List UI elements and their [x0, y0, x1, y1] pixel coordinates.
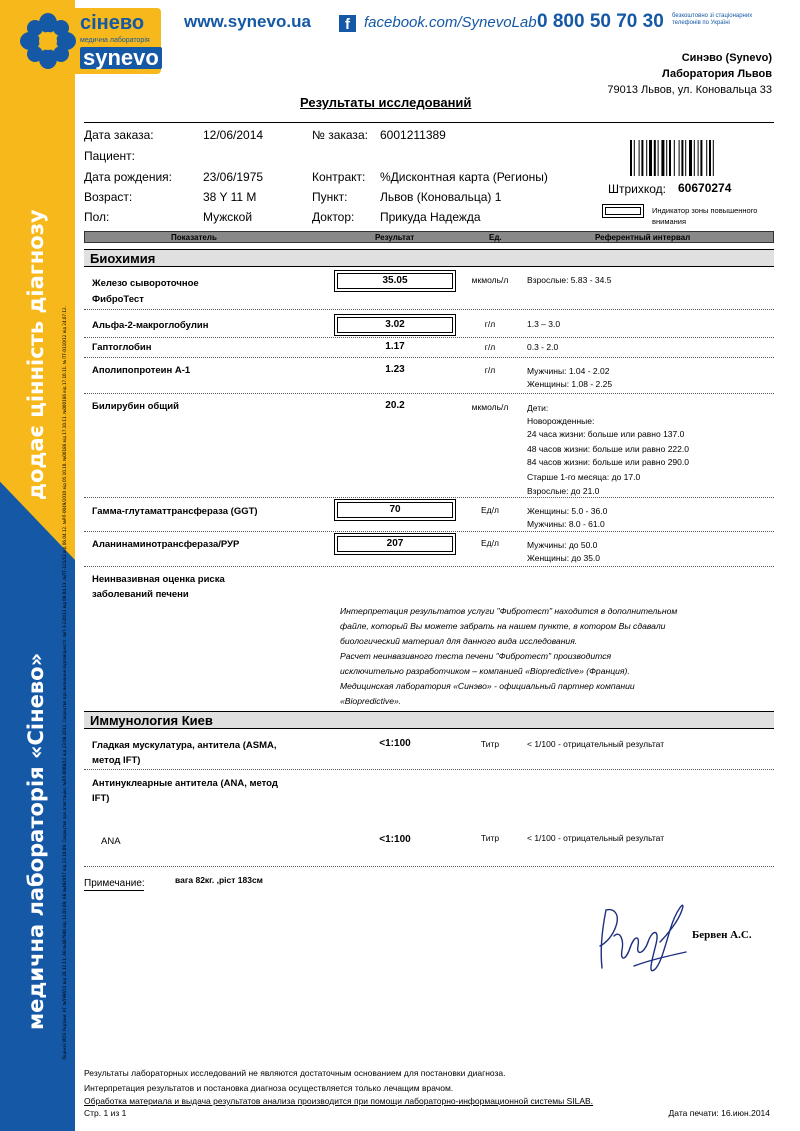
- slogan-bottom: медична лабораторія «Сінево»: [24, 652, 48, 1030]
- age-label: Возраст:: [84, 190, 133, 204]
- footer-disclaimer-1: Результаты лабораторных исследований не являются достаточным основанием для постановки диагноза.: [84, 1068, 506, 1078]
- patient-label: Пациент:: [84, 149, 136, 163]
- section-biochemistry: [84, 249, 774, 267]
- contract: %Дисконтная карта (Регионы): [380, 170, 548, 184]
- interpretation-line: Интерпретация результатов услуги "Фибротест" находится в дополнительном: [340, 606, 678, 616]
- sex-label: Пол:: [84, 210, 110, 224]
- website-link[interactable]: www.synevo.ua: [184, 12, 311, 31]
- signer-name: Бервен А.С.: [692, 929, 752, 941]
- ref-bilirubin-line: Старше 1-го месяца: до 17.0: [527, 472, 641, 482]
- interpretation-line: исключительно разработчиком – компанией «Biopredictive» (Франция).: [340, 666, 630, 676]
- point-label: Пункт:: [312, 190, 348, 204]
- footer-disclaimer-2: Интерпретация результатов и постановка диагноза осуществляется только лечащим врачом.: [84, 1083, 454, 1093]
- document-title: Результаты исследований: [300, 95, 472, 110]
- ref-a2m: 1.3 – 3.0: [527, 319, 561, 329]
- result-a2m: 3.02: [334, 314, 456, 336]
- row-divider: [84, 497, 774, 498]
- interpretation-line: Расчет неинвазивного теста печени "Фибротест" производится: [340, 651, 612, 661]
- barcode-label: Штрихкод:: [608, 182, 667, 196]
- facebook-icon: f: [339, 15, 356, 32]
- order-no: 6001211389: [380, 128, 446, 142]
- order-no-label: № заказа:: [312, 128, 368, 142]
- attention-indicator-label: Индикатор зоны повышенного внимания: [652, 206, 758, 226]
- ref-alt-women: Женщины: до 35.0: [527, 553, 601, 563]
- interpretation-line: Медицинская лаборатория «Синэво» - официальный партнер компании: [340, 681, 635, 691]
- sex: Мужской: [203, 210, 253, 224]
- result-iron: 35.05: [334, 270, 456, 292]
- ref-ana: < 1/100 - отрицательный результат: [527, 833, 665, 843]
- test-name-asma: Гладкая мускулатура, антитела (ASMA,: [92, 740, 277, 751]
- test-name-risk-2: заболеваний печени: [92, 589, 189, 600]
- test-name-ana: ANA: [101, 836, 121, 847]
- handwritten-signature: [590, 890, 690, 980]
- row-divider: [84, 309, 774, 310]
- fibrotest-interpretation: [340, 604, 760, 709]
- lab-branch: Лаборатория Львов: [662, 68, 772, 80]
- unit-haptoglobin: г/л: [484, 342, 496, 352]
- synevo-logo: [16, 8, 161, 74]
- barcode-value: 60670274: [678, 181, 732, 195]
- print-date: Дата печати: 16.июн.2014: [668, 1108, 770, 1118]
- unit-alt: Ед/л: [481, 538, 499, 548]
- result-haptoglobin: 1.17: [385, 341, 405, 352]
- divider: [84, 122, 774, 123]
- ref-bilirubin-line: 48 часов жизни: больше или равно 222.0: [527, 444, 689, 454]
- section-title: Иммунология Киев: [90, 713, 213, 728]
- flower-logo-icon: [19, 12, 77, 70]
- doctor-label: Доктор:: [312, 210, 355, 224]
- col-unit: Ед.: [489, 233, 502, 242]
- ref-iron: Взрослые: 5.83 - 34.5: [527, 275, 612, 285]
- logo-latin: synevo: [80, 47, 162, 69]
- barcode-image: [630, 140, 746, 176]
- result-alt: 207: [334, 533, 456, 555]
- ref-ggt-men: Мужчины: 8.0 - 61.0: [527, 519, 605, 529]
- unit-apoa1: г/л: [484, 365, 496, 375]
- point: Львов (Коновальца) 1: [380, 190, 502, 204]
- col-result: Результат: [375, 233, 415, 242]
- unit-asma: Титр: [480, 739, 500, 749]
- interpretation-line: биологический материал для данного вида исследования.: [340, 636, 578, 646]
- ref-bilirubin-line: 24 часа жизни: больше или равно 137.0: [527, 429, 685, 439]
- row-divider: [84, 566, 774, 567]
- test-name-bilirubin: Билирубин общий: [92, 401, 179, 412]
- row-divider: [84, 357, 774, 358]
- logo-subtitle: медична лабораторія: [80, 37, 150, 44]
- row-divider: [84, 866, 774, 867]
- facebook-link[interactable]: facebook.com/SynevoLab: [364, 14, 537, 31]
- ref-asma: < 1/100 - отрицательный результат: [527, 739, 665, 749]
- unit-ana: Титр: [480, 833, 500, 843]
- row-divider: [84, 769, 774, 770]
- page-number: Стр. 1 из 1: [84, 1108, 127, 1118]
- row-divider: [84, 393, 774, 394]
- interpretation-line: «Biopredictive».: [340, 696, 402, 706]
- col-param: Показатель: [171, 233, 217, 242]
- note-label: Примечание:: [84, 878, 145, 889]
- table-header: [84, 231, 774, 243]
- test-group-ana-2: IFT): [92, 793, 110, 804]
- result-apoa1: 1.23: [385, 364, 405, 375]
- ref-alt-men: Мужчины: до 50.0: [527, 540, 598, 550]
- contract-label: Контракт:: [312, 170, 366, 184]
- divider: [84, 890, 144, 891]
- footer-disclaimer-3: Обработка материала и выдача результатов анализа производится при помощи лабораторно-информационной системы SILAB.: [84, 1096, 594, 1106]
- ref-bilirubin-line: Новорожденные:: [527, 416, 595, 426]
- test-name-risk: Неинвазивная оценка риска: [92, 574, 225, 585]
- test-name-alt: Аланинаминотрансфераза/РУР: [92, 539, 240, 550]
- test-name-asma-2: метод IFT): [92, 755, 141, 766]
- unit-iron: мкмоль/л: [471, 275, 509, 285]
- ref-haptoglobin: 0.3 - 2.0: [527, 342, 559, 352]
- result-ggt: 70: [334, 499, 456, 521]
- attention-indicator-box: [602, 204, 644, 218]
- interpretation-line: файле, который Вы можете забрать на нашем пункте, в котором Вы сдавали: [340, 621, 666, 631]
- section-title: Биохимия: [90, 251, 156, 266]
- ref-bilirubin-line: Взрослые: до 21.0: [527, 486, 600, 496]
- ref-ggt-women: Женщины: 5.0 - 36.0: [527, 506, 608, 516]
- order-date-label: Дата заказа:: [84, 128, 154, 142]
- license-text: Ліцензії МОЗ України: АГ №599651 від 26.12.11; АВ №487946 від 12.03.09; АВ №492957 від 23.10.09. Свідоцтво про атестацію: №РЛ-0008/12 від 23.08.2012. Свідоцтво про визнання відповідності: №П-1-220/13 від 09.04.13. №ПТ-121/12 від 06.04.12. №РЛ-0049/2010 від 05.10.10. №00186 від 17.10.11. №000186 від 17.10.11. № ПТ-0110/12 від 24.07.12.: [62, 306, 67, 1060]
- order-date: 12/06/2014: [203, 128, 264, 142]
- group-fibrotest: ФиброТест: [92, 294, 144, 305]
- ref-apoa1-women: Женщины: 1.08 - 2.25: [527, 379, 613, 389]
- col-ref: Референтный интервал: [595, 233, 691, 242]
- slogan-top: додає цінність діагнозу: [24, 209, 48, 500]
- hotline-phone: 0 800 50 70 30: [537, 11, 664, 32]
- unit-bilirubin: мкмоль/л: [471, 402, 509, 412]
- ref-apoa1-men: Мужчины: 1.04 - 2.02: [527, 366, 610, 376]
- unit-a2m: г/л: [484, 319, 496, 329]
- dob-label: Дата рождения:: [84, 170, 172, 184]
- result-bilirubin: 20.2: [385, 400, 405, 411]
- test-name-ggt: Гамма-глутаматтрансфераза (GGT): [92, 506, 258, 517]
- test-name-haptoglobin: Гаптоглобин: [92, 342, 152, 353]
- ref-bilirubin-line: 84 часов жизни: больше или равно 290.0: [527, 457, 689, 467]
- dob: 23/06/1975: [203, 170, 264, 184]
- age: 38 Y 11 M: [203, 190, 257, 204]
- test-group-ana: Антинуклеарные антитела (ANA, метод: [92, 778, 278, 789]
- test-name-a2m: Альфа-2-макроглобулин: [92, 320, 209, 331]
- note-value: вага 82кг. ,ріст 183см: [175, 875, 263, 885]
- unit-ggt: Ед/л: [481, 505, 499, 515]
- row-divider: [84, 531, 774, 532]
- lab-name: Синэво (Synevo): [681, 52, 772, 64]
- result-asma: <1:100: [379, 738, 411, 749]
- result-ana: <1:100: [379, 834, 411, 845]
- lab-address: 79013 Львов, ул. Коновальца 33: [607, 84, 772, 96]
- doctor: Прикуда Надежда: [380, 210, 481, 224]
- hotline-note: безкоштовно зі стаціонарних телефонів по Україні: [672, 13, 753, 26]
- test-name-apoa1: Аполипопротеин А-1: [92, 365, 191, 376]
- logo-name: сінево: [80, 12, 145, 34]
- test-name-iron: Железо сывороточное: [92, 278, 199, 289]
- ref-bilirubin-line: Дети:: [527, 403, 549, 413]
- section-immunology: [84, 711, 774, 729]
